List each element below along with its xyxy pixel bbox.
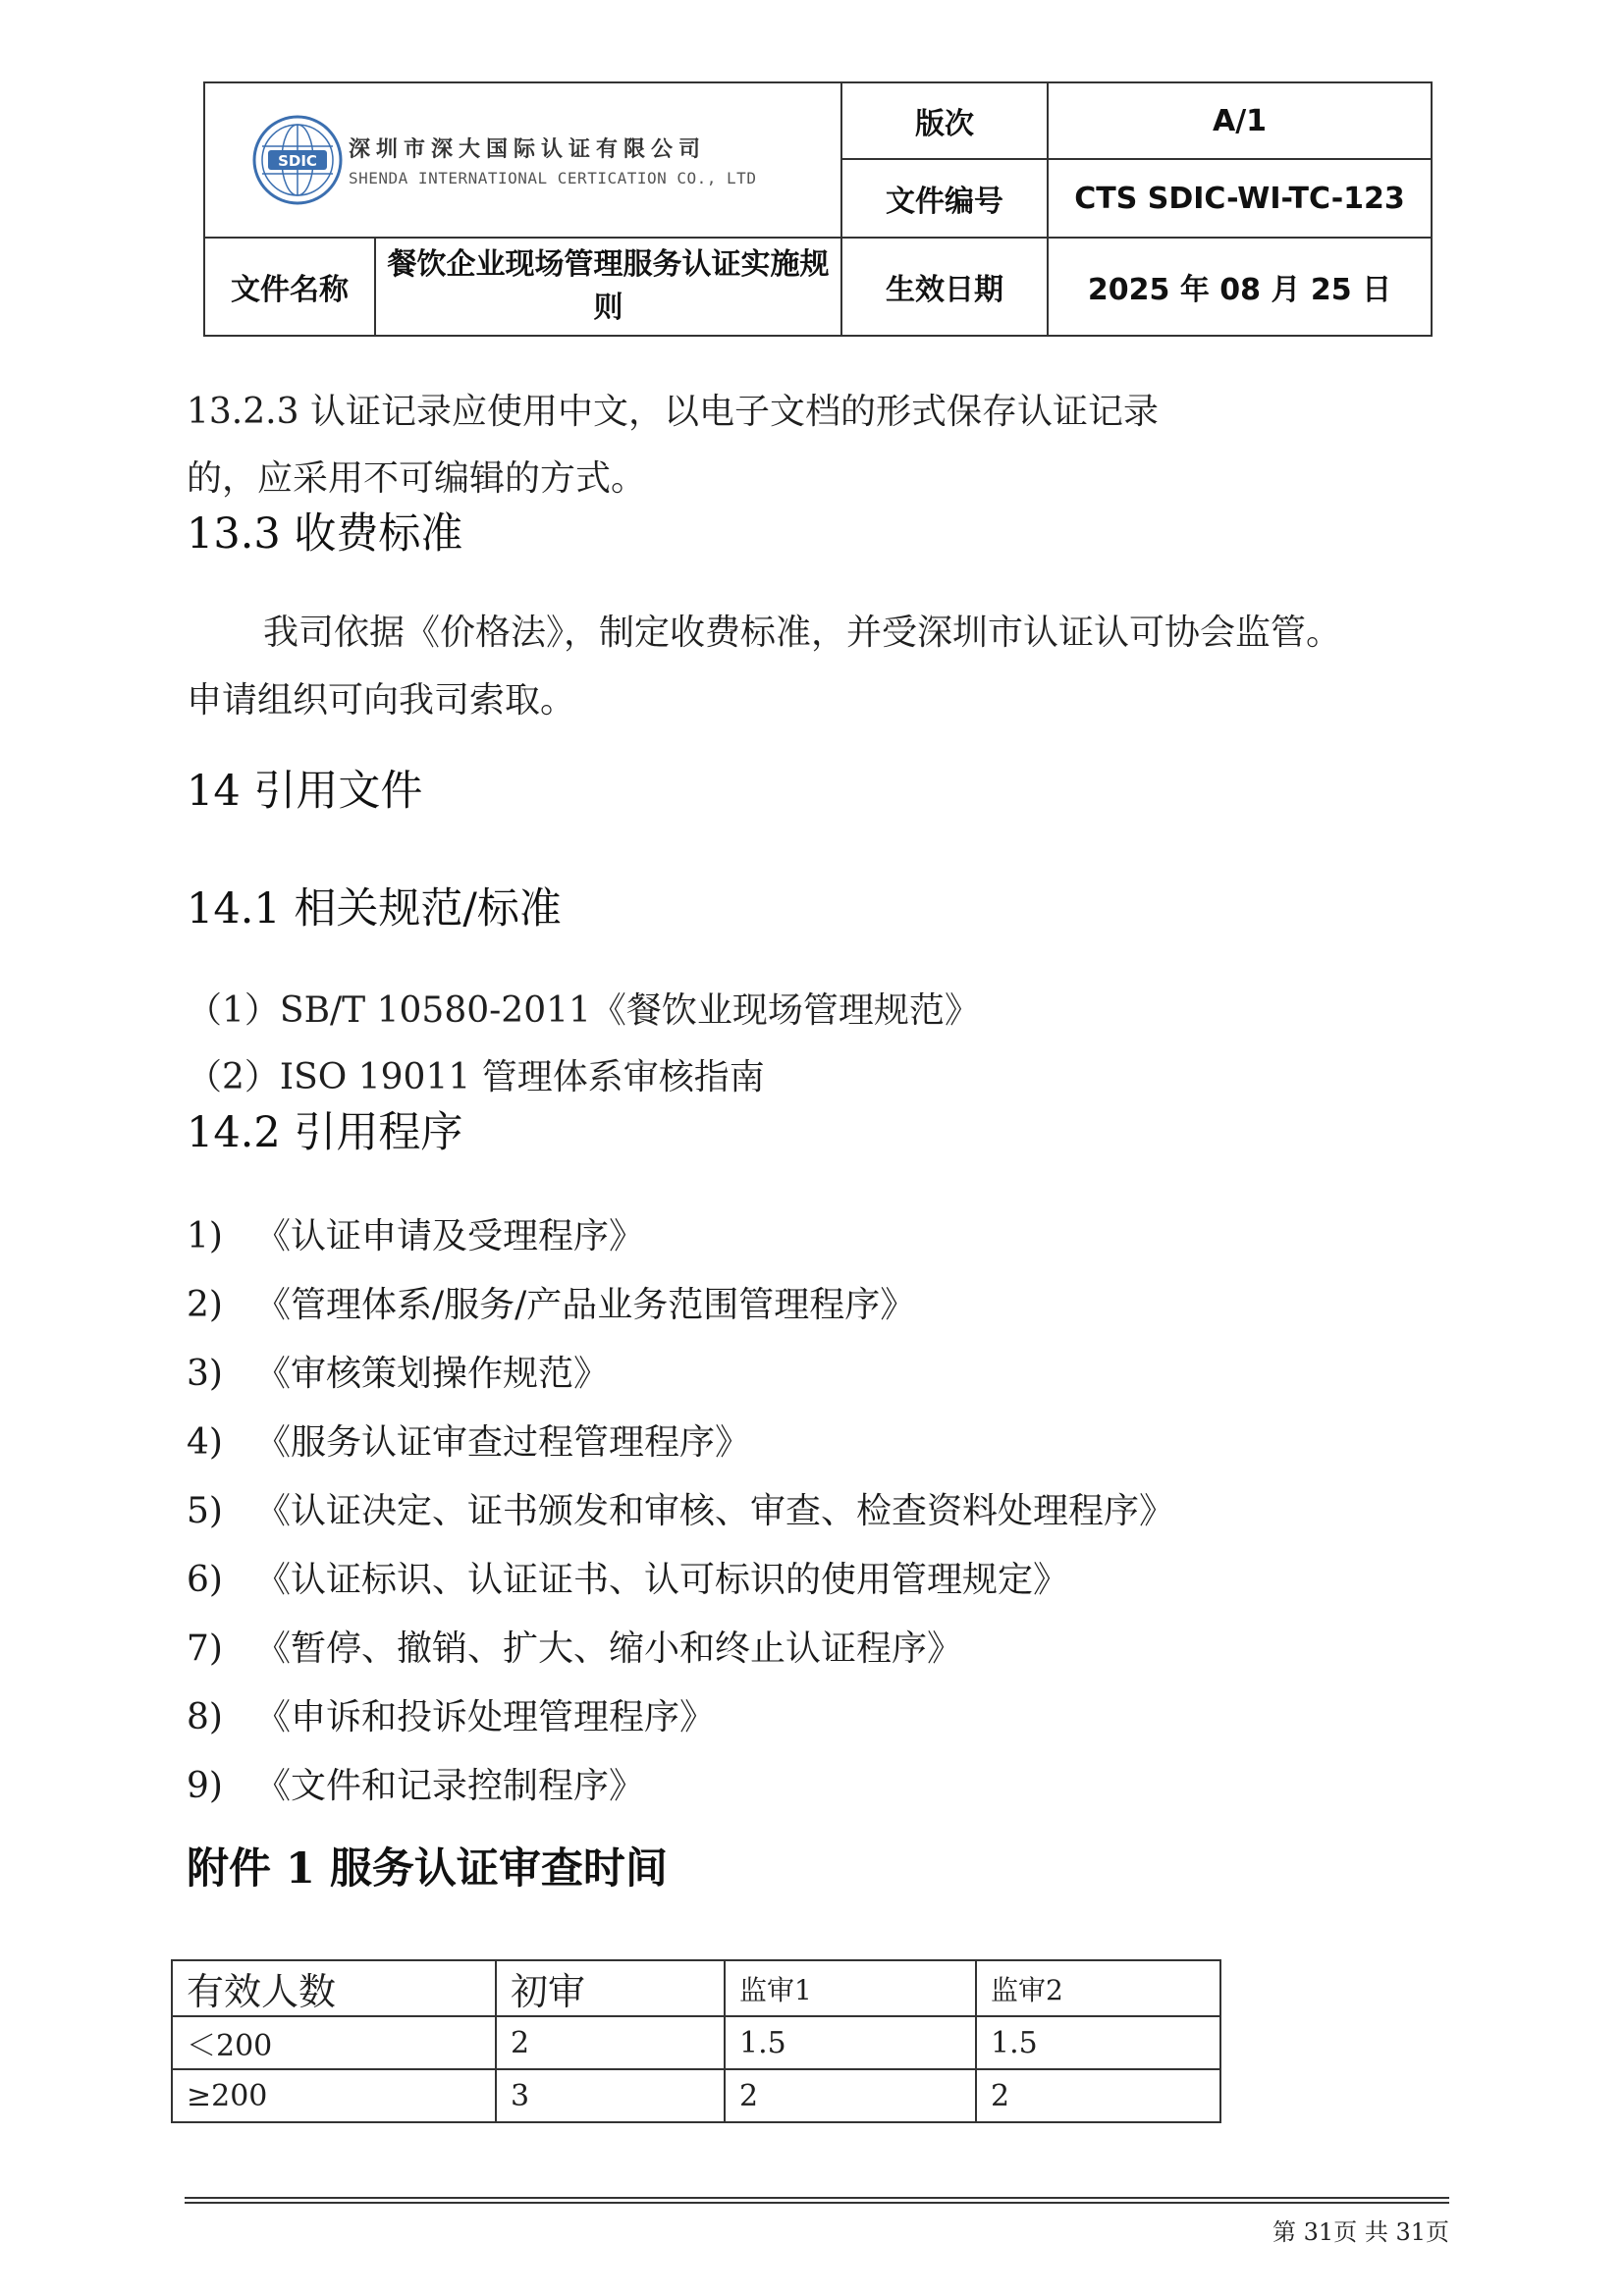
table-cell: 1.5 (976, 2016, 1220, 2069)
heading-14: 14 引用文件 (187, 767, 423, 816)
footer-rule-top (185, 2197, 1449, 2199)
table-cell: 2 (976, 2069, 1220, 2122)
company-name-en: SHENDA INTERNATIONAL CERTICATION CO., LTD (349, 169, 757, 187)
document-header-table (203, 81, 1433, 337)
docno-label: 文件编号 (841, 159, 1048, 238)
list-item: 1) 《认证申请及受理程序》 (187, 1216, 645, 1256)
standard-item-2: （2）ISO 19011 管理体系审核指南 (187, 1057, 765, 1097)
table-cell: 1.5 (725, 2016, 976, 2069)
table-cell: 2 (725, 2069, 976, 2122)
table-cell: ＜200 (172, 2016, 496, 2069)
heading-14-2: 14.2 引用程序 (187, 1108, 463, 1157)
para-13-3-line1: 我司依据《价格法》，制定收费标准，并受深圳市认证认可协会监管。 (263, 613, 1342, 653)
version-value: A/1 (1048, 82, 1432, 159)
docname-label: 文件名称 (204, 238, 375, 336)
version-label: 版次 (841, 82, 1048, 159)
list-item: 9) 《文件和记录控制程序》 (187, 1766, 645, 1806)
list-item: 8) 《申诉和投诉处理管理程序》 (187, 1697, 716, 1737)
effective-label: 生效日期 (841, 238, 1048, 336)
heading-13-3: 13.3 收费标准 (187, 509, 463, 559)
list-item: 3) 《审核策划操作规范》 (187, 1354, 610, 1394)
company-name-cn: 深圳市深大国际认证有限公司 (349, 137, 707, 162)
effective-value: 2025 年 08 月 25 日 (1048, 238, 1432, 336)
table-header-cell: 有效人数 (172, 1960, 496, 2016)
table-row (172, 2016, 1220, 2069)
annex-title: 附件 1 服务认证审查时间 (187, 1844, 668, 1894)
table-header-row (172, 1960, 1220, 2016)
list-item: 2) 《管理体系/服务/产品业务范围管理程序》 (187, 1285, 916, 1325)
logo-text: SDIC (278, 152, 317, 170)
footer-rule-bottom (185, 2202, 1449, 2204)
docno-value: CTS SDIC-WI-TC-123 (1048, 159, 1432, 238)
para-13-2-3-line1: 13.2.3 认证记录应使用中文，以电子文档的形式保存认证记录 (187, 392, 1159, 432)
table-header-cell: 监审1 (725, 1960, 976, 2016)
table-cell: 3 (496, 2069, 725, 2122)
para-13-3-line2: 申请组织可向我司索取。 (187, 680, 576, 721)
audit-time-table (171, 1959, 1221, 2123)
company-logo-icon (252, 115, 343, 205)
docname-value: 餐饮企业现场管理服务认证实施规则 (375, 238, 841, 336)
page-number: 第 31页 共 31页 (1272, 2218, 1449, 2246)
standard-item-1: （1）SB/T 10580-2011《餐饮业现场管理规范》 (187, 990, 980, 1031)
table-cell: ≥200 (172, 2069, 496, 2122)
table-header-cell: 监审2 (976, 1960, 1220, 2016)
table-row (172, 2069, 1220, 2122)
heading-14-1: 14.1 相关规范/标准 (187, 884, 562, 934)
list-item: 5) 《认证决定、证书颁发和审核、审查、检查资料处理程序》 (187, 1491, 1175, 1531)
list-item: 7) 《暂停、撤销、扩大、缩小和终止认证程序》 (187, 1629, 963, 1669)
para-13-2-3-line2: 的，应采用不可编辑的方式。 (187, 458, 647, 499)
company-logo-cell (204, 82, 841, 238)
list-item: 4) 《服务认证审查过程管理程序》 (187, 1422, 751, 1463)
procedure-list (187, 1217, 1174, 1836)
table-header-cell: 初审 (496, 1960, 725, 2016)
list-item: 6) 《认证标识、认证证书、认可标识的使用管理规定》 (187, 1560, 1069, 1600)
table-cell: 2 (496, 2016, 725, 2069)
